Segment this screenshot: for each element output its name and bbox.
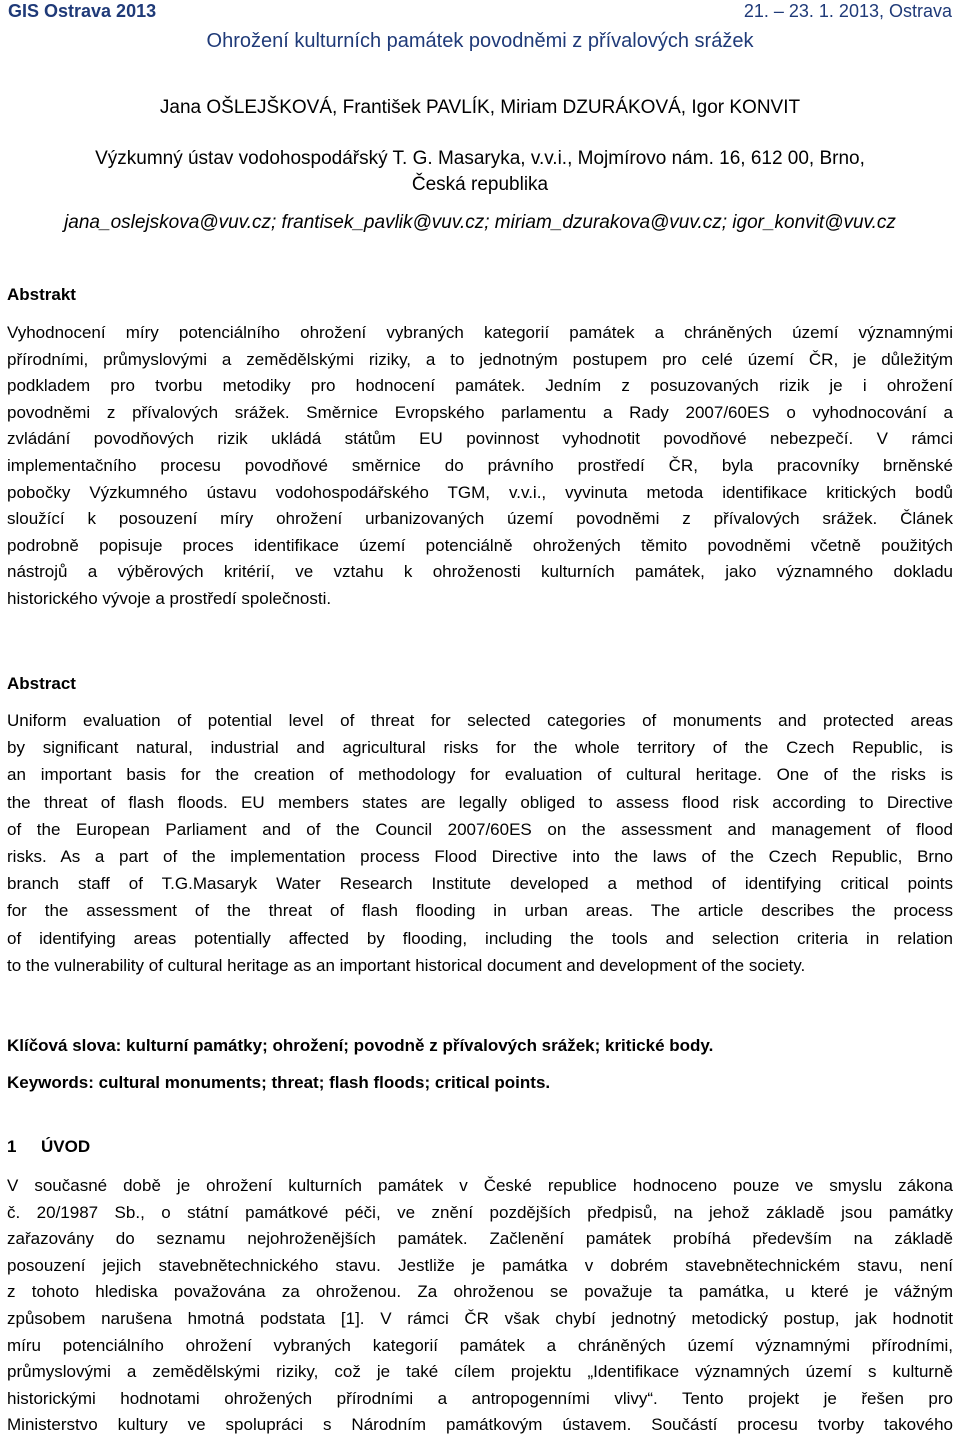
text-line: způsobem narušena hmotná podstata [1]. V rámci ČR však chybí jednotný metodický postup, jak hodnotit (7, 1308, 953, 1328)
text-line: to the vulnerability of cultural heritage as an important historical document and development of the society. (7, 955, 806, 975)
affiliation-line-2: Česká republika (411, 174, 549, 195)
author-emails: jana_oslejskova@vuv.cz; frantisek_pavlik@vuv.cz; miriam_dzurakova@vuv.cz; igor_konvit@vuv.cz (64, 212, 896, 233)
text-line: V současné době je ohrožení kulturních památek v České republice hodnoceno pouze ve smyslu zákona (7, 1176, 953, 1195)
keywords-cz: Klíčová slova: kulturní památky; ohrožení; povodně z přívalových srážek; kritické body. (7, 1036, 714, 1055)
affiliation-line-1: Výzkumný ústav vodohospodářský T. G. Masaryka, v.v.i., Mojmírovo nám. 16, 612 00, Brno, (95, 148, 865, 169)
text-line: pobočky Výzkumného ústavu vodohospodářského TGM, v.v.i., vyvinuta metoda identifikace kritických bodů (7, 482, 953, 502)
keywords-en: Keywords: cultural monuments; threat; flash floods; critical points. (7, 1073, 551, 1092)
text-line: the threat of flash floods. EU members states are legally obliged to assess flood risk according to Directive (7, 792, 953, 812)
text-line: Ministerstvo kultury ve spolupráci s Národním památkovým ústavem. Součástí procesu tvorby takového (7, 1415, 953, 1435)
text-line: z tohoto hlediska považována za ohroženou. Za ohroženou se považuje ta památka, u které je vážným (7, 1282, 953, 1302)
section-number: 1 (7, 1137, 17, 1156)
text-line: podrobně popisuje proces identifikace území potenciálně ohrožených těmito povodněmi včetně použitých (7, 535, 953, 555)
section-title: ÚVOD (41, 1137, 91, 1156)
paper-title: Ohrožení kulturních památek povodněmi z přívalových srážek (206, 30, 754, 52)
abstrakt-heading: Abstrakt (7, 285, 76, 304)
abstract-text (7, 708, 953, 980)
text-line: podkladem pro tvorbu metodiky pro hodnocení památek. Jedním z posuzovaných rizik je i ohrožení (7, 376, 953, 396)
text-line: Uniform evaluation of potential level of threat for selected categories of monuments and protected areas (7, 711, 953, 730)
text-line: č. 20/1987 Sb., o státní památkové péči, ve znění pozdějších předpisů, na jehož základě jsou památky (7, 1202, 953, 1222)
conference-date: 21. – 23. 1. 2013, Ostrava (743, 1, 952, 21)
running-header (8, 0, 952, 22)
text-line: Vyhodnocení míry potenciálního ohrožení vybraných kategorií památek a chráněných území významnými (7, 323, 953, 342)
section-heading (7, 1137, 90, 1157)
text-line: sloužící k posouzení míry ohrožení urbanizovaných území povodněmi z přívalových srážek. Článek (7, 509, 953, 529)
abstrakt-text (7, 320, 953, 613)
text-line: historickými hodnotami ohrožených přírodními a antropogenními vlivy“. Tento projekt je řešen pro (7, 1388, 953, 1408)
text-line: posouzení jejich stavebnětechnického stavu. Jestliže je památka v dobrém stavebnětechnickém stavu, není (7, 1255, 953, 1275)
text-line: by significant natural, industrial and agricultural risks for the whole territory of the Czech Republic, is (7, 738, 953, 758)
abstract-heading: Abstract (7, 674, 76, 693)
text-line: for the assessment of the threat of flash flooding in urban areas. The article describes the process (7, 901, 953, 921)
text-line: historického vývoje a prostředí společnosti. (7, 588, 332, 608)
text-line: an important basis for the creation of methodology for evaluation of cultural heritage. One of the risks is (7, 765, 953, 785)
text-line: of the European Parliament and of the Council 2007/60ES on the assessment and management of flood (7, 819, 953, 839)
text-line: zvládání povodňových rizik ukládá státům EU povinnost vyhodnotit povodňové nebezpečí. V rámci (7, 429, 953, 449)
text-line: risks. As a part of the implementation process Flood Directive into the laws of the Czech Republic, Brno (7, 846, 953, 866)
text-line: zařazovány do seznamu nejohroženějších památek. Začlenění památek probíhá především na základě (7, 1229, 953, 1249)
authors: Jana OŠLEJŠKOVÁ, František PAVLÍK, Miriam DZURÁKOVÁ, Igor KONVIT (159, 97, 801, 118)
text-line: branch staff of T.G.Masaryk Water Research Institute developed a method of identifying critical points (7, 874, 953, 894)
text-line: přírodními, průmyslovými a zemědělskými riziky, a to jednotným postupem pro celé území ČR, je důležitým (7, 349, 953, 369)
text-line: povodněmi z přívalových srážek. Směrnice Evropského parlamentu a Rady 2007/60ES o vyhodnocování a (7, 402, 953, 422)
section-body (7, 1173, 953, 1439)
text-line: of identifying areas potentially affected by flooding, including the tools and selection criteria in relation (7, 928, 953, 948)
text-line: implementačního procesu povodňové směrnice do právního prostředí ČR, byla pracovníky brněnské (7, 455, 953, 475)
text-line: průmyslovými a zemědělskými riziky, což je také cílem projektu „Identifikace významných území s kulturně (7, 1362, 953, 1382)
conference-name: GIS Ostrava 2013 (8, 1, 157, 21)
text-line: míru potenciálního ohrožení vybraných kategorií památek a chráněných území významnými přírodními, (7, 1335, 953, 1355)
text-line: nástrojů a výběrových kritérií, ve vztahu k ohroženosti kulturních památek, jako významného dokladu (7, 562, 953, 582)
